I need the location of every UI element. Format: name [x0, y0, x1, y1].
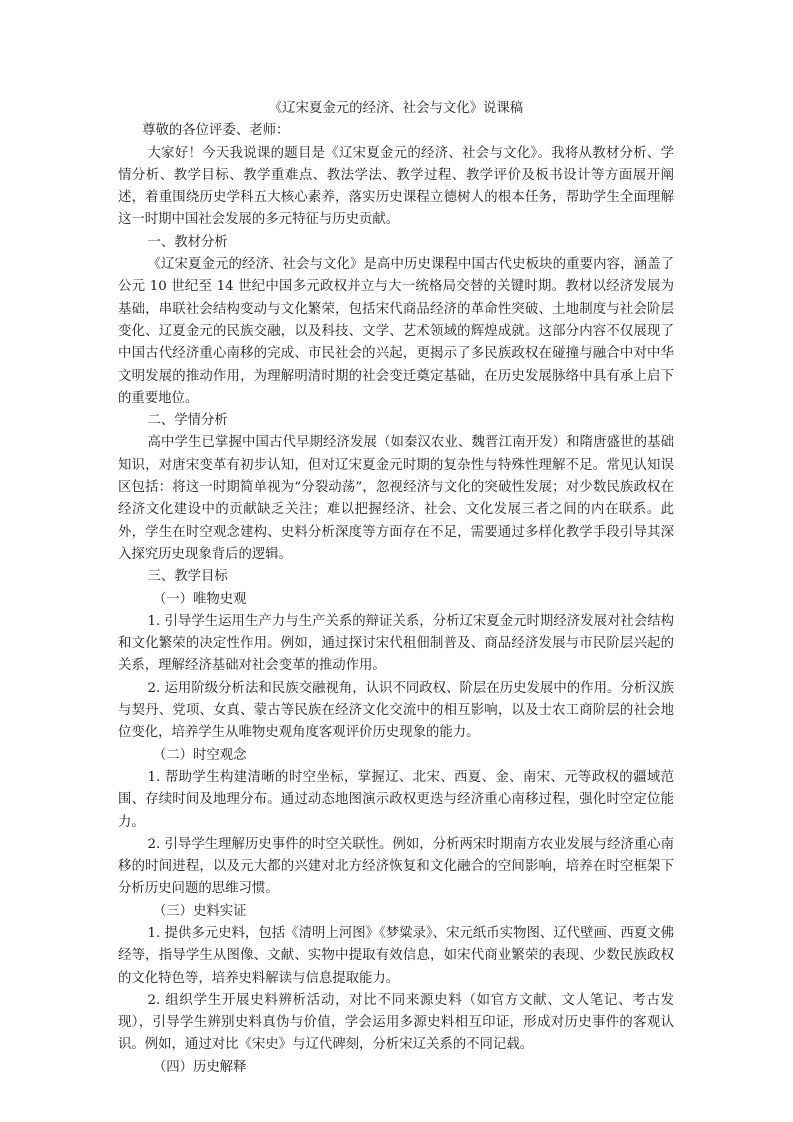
subheading-evidence: （三）史料实证 — [152, 903, 247, 919]
list-item: 2. 运用阶级分析法和民族交融视角，认识不同政权、阶层在历史发展中的作用。分析汉族与契丹、党项、女真、蒙古等民族在经济文化交流中的相互影响，以及士农工商阶层的社会地位变化，培养学生从唯物史观角度客观评价历史现象的能力。 — [118, 680, 674, 741]
student-analysis-paragraph: 高中学生已掌握中国古代早期经济发展（如秦汉农业、魏晋江南开发）和隋唐盛世的基础知识，对唐宋变革有初步认知，但对辽宋夏金元时期的复杂性与特殊性理解不足。常见认知误区包括：将这一时期简单视为“分裂动荡”，忽视经济与文化的突破性发展；对少数民族政权在经济文化建设中的贡献缺乏关注；难以把握经济、社会、文化发展三者之间的内在联系。此外，学生在时空观念建构、史料分析深度等方面存在不足，需要通过多样化教学手段引导其深入探究历史现象背后的逻辑。 — [118, 435, 674, 562]
list-item: 2. 组织学生开展史料辨析活动，对比不同来源史料（如官方文献、文人笔记、考古发现），引导学生辨别史料真伪与价值，学会运用多源史料相互印证，形成对历史事件的客观认识。例如，通过对比《宋史》与辽代碑刻，分析宋辽关系的不同记载。 — [118, 992, 674, 1053]
subheading-spatiotemporal: （二）时空观念 — [152, 747, 247, 763]
list-item: 1. 引导学生运用生产力与生产关系的辩证关系，分析辽宋夏金元时期经济发展对社会结构和文化繁荣的决定性作用。例如，通过探讨宋代租佃制普及、商品经济发展与市民阶层兴起的关系，理解经济基础对社会变革的推动作用。 — [118, 613, 674, 674]
list-item: 1. 帮助学生构建清晰的时空坐标，掌握辽、北宋、西夏、金、南宋、元等政权的疆域范围、存续时间及地理分布。通过动态地图演示政权更迭与经济重心南移过程，强化时空定位能力。 — [118, 769, 674, 830]
section-heading-student-analysis: 二、学情分析 — [147, 413, 228, 429]
document-title: 《辽宋夏金元的经济、社会与文化》说课稿 — [268, 101, 524, 116]
section-heading-teaching-goals: 三、教学目标 — [147, 569, 228, 585]
section-heading-textbook-analysis: 一、教材分析 — [147, 234, 228, 250]
list-item: 2. 引导学生理解历史事件的时空关联性。例如，分析两宋时期南方农业发展与经济重心南移的时间进程，以及元大都的兴建对北方经济恢复和文化融合的空间影响，培养在时空框架下分析历史问题的思维习惯。 — [118, 836, 674, 897]
list-item: 1. 提供多元史料，包括《清明上河图》《梦粱录》、宋元纸币实物图、辽代壁画、西夏文佛经等，指导学生从图像、文献、实物中提取有效信息，如宋代商业繁荣的表现、少数民族政权的文化特色等，培养史料解读与信息提取能力。 — [118, 925, 674, 986]
salutation: 尊敬的各位评委、老师： — [142, 123, 290, 139]
subheading-historical-interpretation: （四）历史解释 — [152, 1059, 247, 1075]
subheading-historical-materialism: （一）唯物史观 — [152, 591, 247, 607]
document-page — [118, 98, 674, 1079]
textbook-analysis-paragraph: 《辽宋夏金元的经济、社会与文化》是高中历史课程中国古代史板块的重要内容，涵盖了公元 10 世纪至 14 世纪中国多元政权并立与大一统格局交替的关键时期。教材以经济发展为基础，串联社会结构变动与文化繁荣，包括宋代商品经济的革命性突破、土地制度与社会阶层变化、辽夏金元的民族交融，以及科技、文学、艺术领域的辉煌成就。这部分内容不仅展现了中国古代经济重心南移的完成、市民社会的兴起，更揭示了多民族政权在碰撞与融合中对中华文明发展的推动作用，为理解明清时期的社会变迁奠定基础，在历史发展脉络中具有承上启下的重要地位。 — [118, 257, 674, 406]
intro-paragraph: 大家好！今天我说课的题目是《辽宋夏金元的经济、社会与文化》。我将从教材分析、学情分析、教学目标、教学重难点、教法学法、教学过程、教学评价及板书设计等方面展开阐述，着重围绕历史学科五大核心素养，落实历史课程立德树人的根本任务，帮助学生全面理解这一时期中国社会发展的多元特征与历史贡献。 — [118, 145, 674, 228]
